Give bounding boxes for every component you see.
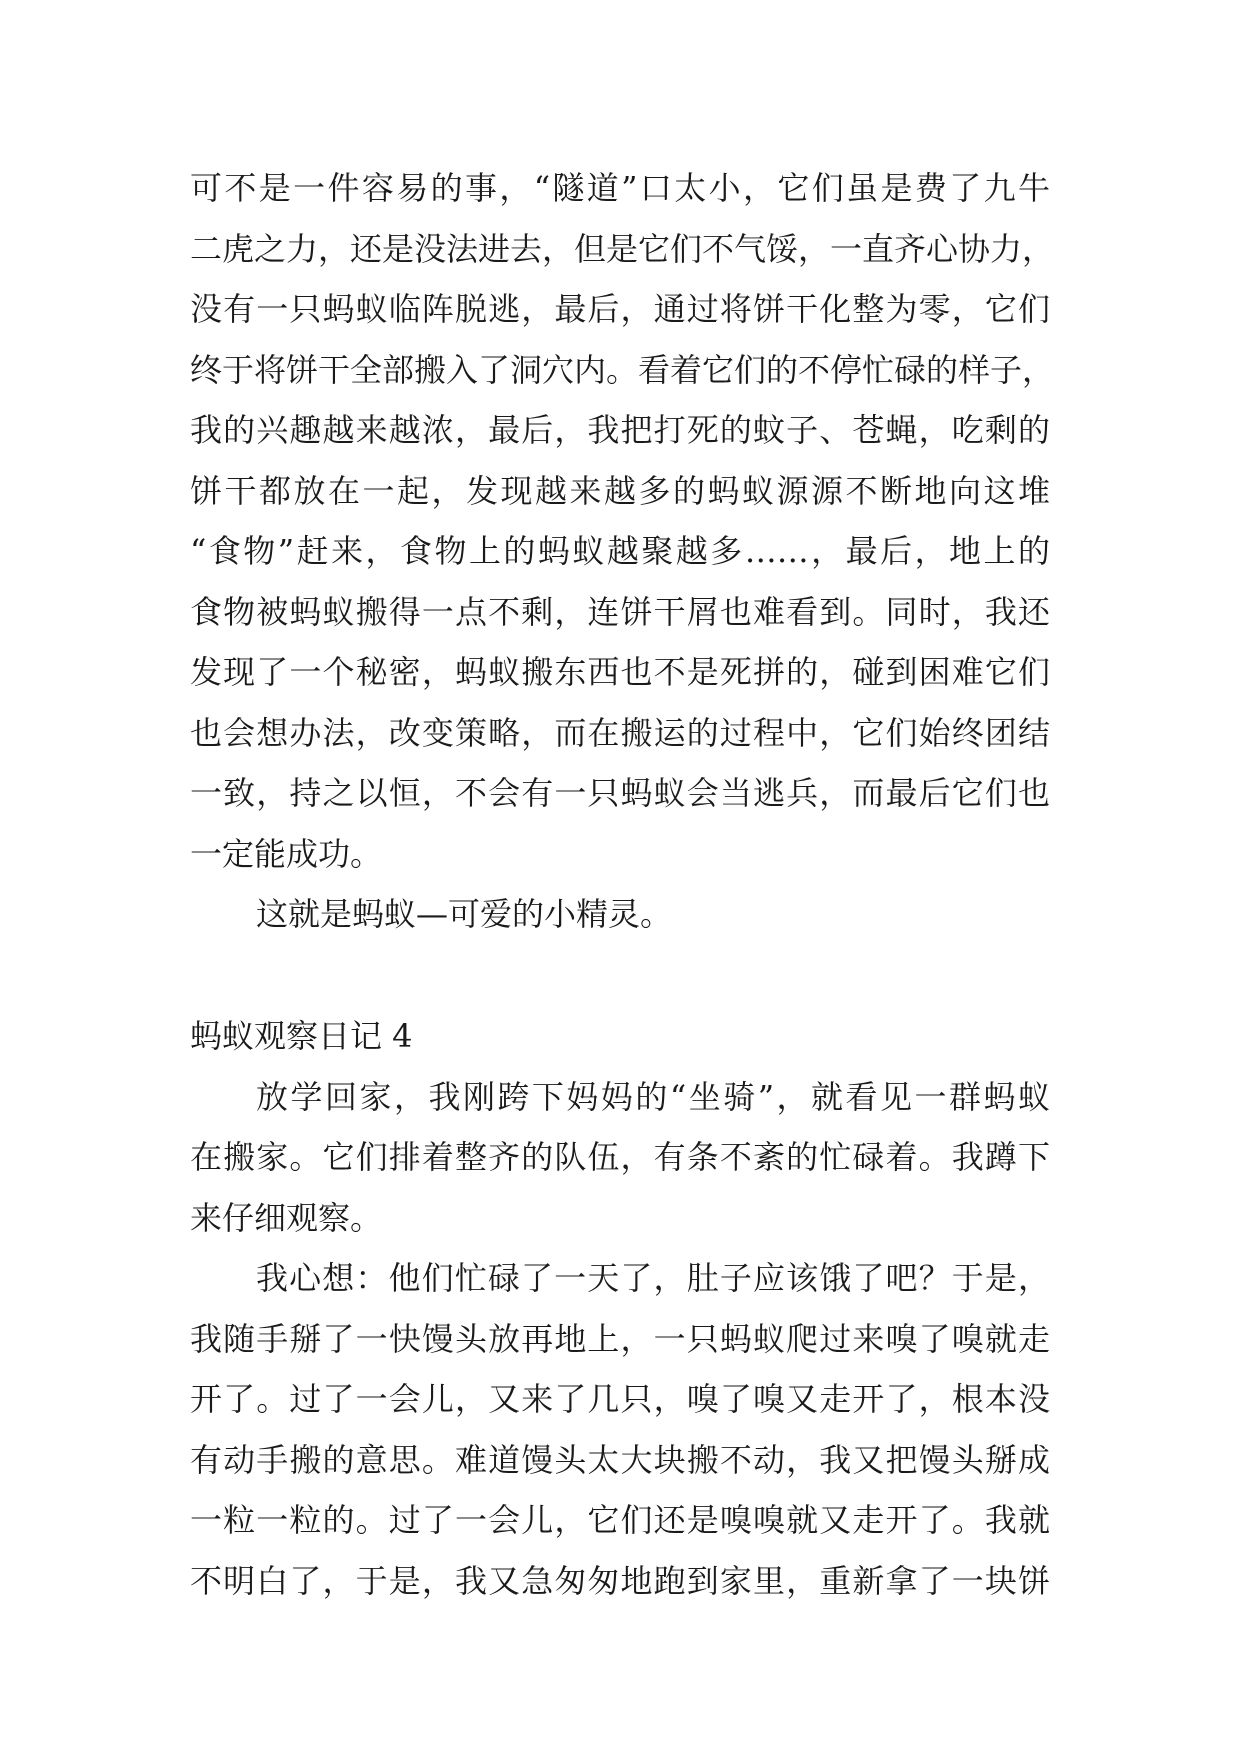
text-line: 一定能成功。 bbox=[190, 834, 383, 873]
text-line: “食物”赶来，食物上的蚂蚁越聚越多……，最后，地上的 bbox=[190, 532, 1050, 570]
text-line: 二虎之力，还是没法进去，但是它们不气馁，一直齐心协力， bbox=[190, 229, 1055, 268]
text-line: 有动手搬的意思。难道馒头太大块搬不动，我又把馒头掰成 bbox=[190, 1440, 1050, 1479]
text-line: 我心想：他们忙碌了一天了，肚子应该饿了吧？于是， bbox=[256, 1259, 1050, 1297]
paragraph-ant-work bbox=[190, 158, 1055, 884]
text-line: 一粒一粒的。过了一会儿，它们还是嗅嗅就又走开了。我就 bbox=[190, 1501, 1050, 1539]
text-line: 放学回家，我刚跨下妈妈的“坐骑”，就看见一群蚂蚁 bbox=[256, 1077, 1050, 1116]
text-line: 在搬家。它们排着整齐的队伍，有条不紊的忙碌着。我蹲下 bbox=[190, 1138, 1050, 1176]
section-title: 蚂蚁观察日记 4 bbox=[190, 1016, 413, 1055]
closing-sentence: 这就是蚂蚁—可爱的小精灵。 bbox=[256, 895, 673, 933]
text-line: 来仔细观察。 bbox=[190, 1198, 383, 1237]
text-line: 饼干都放在一起，发现越来越多的蚂蚁源源不断地向这堆 bbox=[190, 471, 1050, 510]
paragraph-steamed-bun bbox=[190, 1248, 1050, 1611]
section-gap bbox=[190, 945, 1050, 1005]
text-line: 没有一只蚂蚁临阵脱逃，最后，通过将饼干化整为零，它们 bbox=[190, 290, 1050, 328]
text-line: 不明白了，于是，我又急匆匆地跑到家里，重新拿了一块饼 bbox=[190, 1561, 1050, 1600]
text-line: 终于将饼干全部搬入了洞穴内。看着它们的不停忙碌的样子， bbox=[190, 350, 1055, 389]
text-line: 发现了一个秘密，蚂蚁搬东西也不是死拼的，碰到困难它们 bbox=[190, 653, 1050, 691]
document-page bbox=[190, 158, 1055, 1611]
text-line: 一致，持之以恒，不会有一只蚂蚁会当逃兵，而最后它们也 bbox=[190, 774, 1050, 812]
text-line: 食物被蚂蚁搬得一点不剩，连饼干屑也难看到。同时，我还 bbox=[190, 592, 1050, 631]
text-line: 也会想办法，改变策略，而在搬运的过程中，它们始终团结 bbox=[190, 713, 1050, 752]
text-line: 可不是一件容易的事，“隧道”口太小，它们虽是费了九牛 bbox=[190, 169, 1050, 207]
paragraph-coming-home bbox=[190, 1067, 1050, 1249]
text-line: 开了。过了一会儿，又来了几只，嗅了嗅又走开了，根本没 bbox=[190, 1380, 1050, 1418]
text-line: 我的兴趣越来越浓，最后，我把打死的蚊子、苍蝇，吃剩的 bbox=[190, 411, 1050, 449]
text-line: 我随手掰了一快馒头放再地上，一只蚂蚁爬过来嗅了嗅就走 bbox=[190, 1319, 1050, 1358]
